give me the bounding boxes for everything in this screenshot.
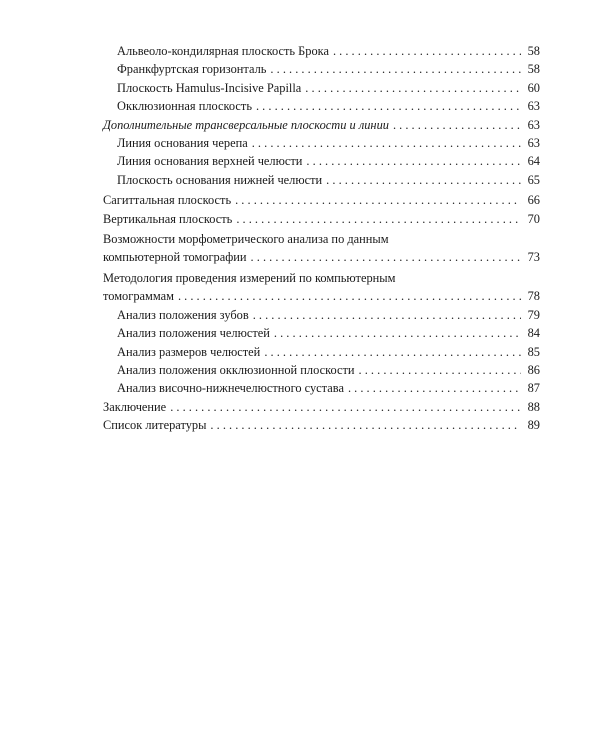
- dot-leader: [251, 248, 521, 266]
- toc-entry-title: Вертикальная плоскость: [103, 211, 233, 226]
- toc-entry-chapter[interactable]: [103, 398, 540, 416]
- dot-leader: [326, 171, 521, 189]
- toc-entry-chapter[interactable]: [103, 269, 540, 306]
- toc-entry-page: 70: [527, 211, 540, 226]
- toc-entry-title: Плоскость Hamulus-Incisive Papilla: [117, 80, 302, 95]
- toc-entry-title: Альвеоло-кондилярная плоскость Брока: [117, 44, 329, 58]
- toc-entry-page: 86: [527, 362, 540, 377]
- dot-leader: [305, 79, 521, 97]
- toc-entry[interactable]: [103, 134, 540, 152]
- toc-entry-section[interactable]: [103, 116, 540, 134]
- dot-leader: [348, 379, 521, 397]
- toc-entry-title: Франкфуртская горизонталь: [117, 62, 267, 77]
- table-of-contents: [103, 42, 540, 435]
- toc-entry[interactable]: [103, 60, 540, 78]
- toc-entry-title: Список литературы: [103, 418, 207, 433]
- dot-leader: [270, 60, 521, 78]
- toc-entry[interactable]: [103, 306, 540, 324]
- toc-entry-title: Анализ положения окклюзионной плоскости: [117, 362, 355, 377]
- toc-entry-title: Сагиттальная плоскость: [103, 193, 232, 208]
- toc-entry-page: 78: [527, 289, 540, 304]
- dot-leader: [256, 97, 521, 115]
- dot-leader: [306, 152, 521, 170]
- toc-entry-title: Анализ положения зубов: [117, 307, 249, 322]
- toc-entry-page: 58: [527, 62, 540, 77]
- toc-entry-title: Заключение: [103, 399, 167, 414]
- toc-entry-page: 63: [527, 99, 540, 114]
- dot-leader: [210, 416, 521, 434]
- dot-leader: [393, 116, 521, 134]
- toc-entry-page: 58: [527, 44, 540, 58]
- toc-entry[interactable]: [103, 97, 540, 115]
- toc-entry-title: Линия основания черепа: [117, 136, 248, 151]
- dot-leader: [253, 306, 521, 324]
- dot-leader: [170, 398, 521, 416]
- toc-entry-chapter[interactable]: [103, 210, 540, 228]
- toc-entry[interactable]: [103, 324, 540, 342]
- dot-leader: [359, 361, 521, 379]
- toc-entry-title: Анализ височно-нижнечелюстного сустава: [117, 381, 344, 396]
- toc-entry-chapter[interactable]: [103, 191, 540, 209]
- toc-entry-title-line2: томограммам: [103, 289, 174, 304]
- toc-entry-page: 89: [527, 418, 540, 433]
- toc-entry-page: 73: [527, 250, 540, 265]
- toc-entry-title: Анализ положения челюстей: [117, 326, 270, 341]
- toc-entry-chapter[interactable]: [103, 416, 540, 434]
- toc-entry-title-line1: Возможности морфометрического анализа по данным: [103, 232, 389, 247]
- toc-entry[interactable]: [103, 152, 540, 170]
- toc-entry-page: 63: [527, 136, 540, 151]
- dot-leader: [236, 210, 521, 228]
- toc-entry-page: 87: [527, 381, 540, 396]
- toc-entry-page: 66: [527, 193, 540, 208]
- toc-entry-title: Плоскость основания нижней челюсти: [117, 172, 323, 187]
- toc-entry[interactable]: [103, 79, 540, 97]
- toc-entry[interactable]: [103, 343, 540, 361]
- dot-leader: [274, 324, 521, 342]
- dot-leader: [252, 134, 521, 152]
- toc-entry-page: 85: [527, 344, 540, 359]
- dot-leader: [264, 343, 521, 361]
- toc-entry[interactable]: [103, 361, 540, 379]
- toc-entry-page: 65: [527, 172, 540, 187]
- dot-leader: [178, 287, 521, 305]
- toc-entry-page: 79: [527, 307, 540, 322]
- dot-leader: [235, 191, 521, 209]
- toc-entry[interactable]: [103, 171, 540, 189]
- toc-entry-title: Окклюзионная плоскость: [117, 99, 252, 114]
- toc-entry-title-line2: компьютерной томографии: [103, 250, 247, 265]
- toc-entry[interactable]: [103, 379, 540, 397]
- toc-entry-chapter[interactable]: [103, 230, 540, 267]
- toc-entry-title: Линия основания верхней челюсти: [117, 154, 303, 169]
- toc-entry-title: Дополнительные трансверсальные плоскости и линии: [103, 117, 389, 132]
- toc-entry-title: Анализ размеров челюстей: [117, 344, 261, 359]
- toc-entry-page: 60: [527, 80, 540, 95]
- toc-entry-page: 84: [527, 326, 540, 341]
- toc-entry[interactable]: [103, 42, 540, 60]
- dot-leader: [333, 42, 521, 60]
- toc-entry-title-line1: Методология проведения измерений по компьютерным: [103, 270, 396, 285]
- toc-entry-page: 63: [527, 117, 540, 132]
- toc-entry-page: 88: [527, 399, 540, 414]
- toc-entry-page: 64: [527, 154, 540, 169]
